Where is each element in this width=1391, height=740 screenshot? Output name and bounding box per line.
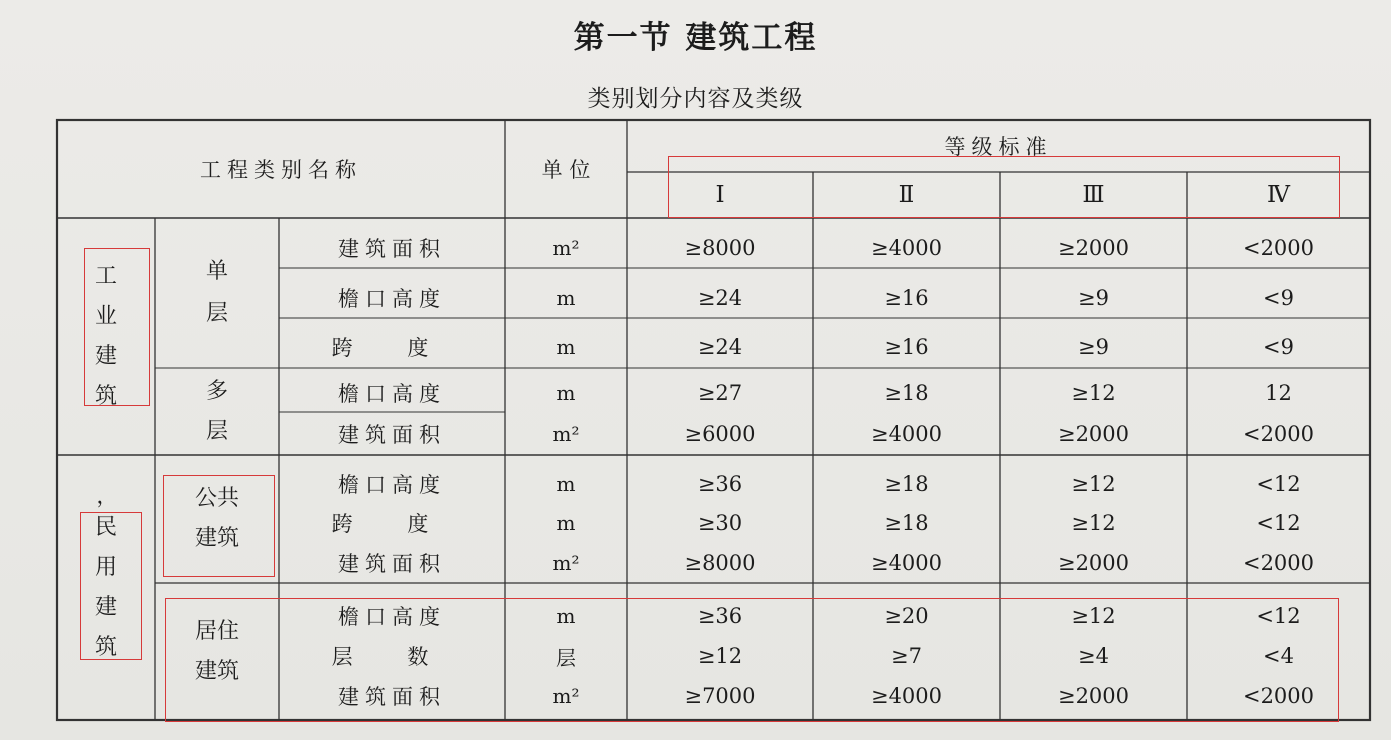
header-unit: 单 位: [541, 158, 591, 182]
row-unit: 层: [556, 645, 576, 670]
row-unit: m: [556, 472, 576, 496]
row-grade-3: ≥9: [1078, 286, 1109, 310]
header-grade-3: Ⅲ: [1082, 182, 1105, 208]
row-unit: m²: [552, 551, 580, 575]
row-grade-4: <12: [1256, 511, 1301, 535]
row-grade-3: ≥2000: [1057, 684, 1130, 708]
row-grade-4: <9: [1263, 335, 1294, 359]
annotation-box-civil: [80, 512, 142, 660]
row-grade-2: ≥4000: [870, 551, 943, 575]
row-grade-2: ≥7: [891, 644, 922, 668]
annotation-box-residential: [165, 598, 1339, 722]
row-item: 跨 度: [331, 512, 453, 536]
row-grade-3: ≥12: [1071, 511, 1116, 535]
header-grade-2: Ⅱ: [898, 182, 915, 208]
group-industrial-multi: [155, 368, 279, 455]
row-grade-4: <9: [1263, 286, 1294, 310]
row-grade-4: <4: [1263, 644, 1294, 668]
row-grade-4: <12: [1256, 604, 1301, 628]
row-unit: m: [556, 286, 576, 310]
row-grade-4: 12: [1265, 381, 1292, 405]
row-grade-2: ≥18: [884, 381, 929, 405]
group-industrial-single-label: 单层: [205, 259, 228, 326]
row-grade-3: ≥4: [1078, 644, 1109, 668]
row-grade-1: ≥24: [697, 286, 743, 310]
group-industrial-single: [155, 218, 279, 368]
row-grade-2: ≥20: [884, 604, 929, 628]
row-item: 跨 度: [331, 336, 453, 360]
row-grade-2: ≥16: [884, 335, 929, 359]
row-grade-1: ≥7000: [684, 684, 756, 708]
row-grade-1: ≥6000: [684, 422, 756, 446]
row-grade-3: ≥2000: [1057, 236, 1130, 260]
header-grade-4: Ⅳ: [1267, 182, 1290, 208]
row-item: 檐口高度: [338, 382, 446, 406]
row-grade-1: ≥30: [697, 511, 743, 535]
row-item: 层 数: [331, 645, 453, 669]
row-grade-3: ≥9: [1078, 335, 1109, 359]
row-grade-2: ≥4000: [870, 422, 943, 446]
header-grade-standard: 等级标准: [944, 135, 1053, 159]
row-unit: m²: [552, 236, 580, 260]
row-grade-4: <2000: [1242, 684, 1315, 708]
row-grade-1: ≥24: [697, 335, 743, 359]
row-grade-2: ≥16: [884, 286, 929, 310]
row-grade-1: ≥27: [697, 381, 743, 405]
row-grade-1: ≥8000: [684, 551, 756, 575]
annotation-box-public: [163, 475, 275, 577]
row-grade-2: ≥4000: [870, 236, 943, 260]
row-grade-2: ≥18: [884, 511, 929, 535]
row-item: 建筑面积: [338, 685, 446, 709]
row-unit: m: [556, 381, 576, 405]
row-grade-3: ≥12: [1071, 604, 1116, 628]
row-item: 檐口高度: [338, 473, 446, 497]
section-title: 第一节 建筑工程: [573, 20, 818, 56]
row-grade-4: <2000: [1242, 236, 1315, 260]
row-grade-2: ≥18: [884, 472, 929, 496]
row-item: 檐口高度: [338, 605, 446, 629]
row-item: 檐口高度: [338, 287, 446, 311]
row-item: 建筑面积: [338, 552, 446, 576]
group-civil-mark: ，: [96, 484, 118, 508]
annotation-box-grade-header: [668, 156, 1340, 218]
row-grade-4: <2000: [1242, 422, 1315, 446]
row-unit: m: [556, 335, 576, 359]
group-industrial-label: 工业建筑: [94, 263, 117, 409]
row-unit: m²: [552, 684, 580, 708]
group-industrial-multi-label: 多层: [205, 378, 228, 444]
row-grade-3: ≥2000: [1057, 422, 1130, 446]
row-grade-2: ≥4000: [870, 684, 943, 708]
group-civil-label: 民用建筑: [94, 514, 117, 660]
row-grade-4: <12: [1256, 472, 1301, 496]
row-grade-3: ≥2000: [1057, 551, 1130, 575]
row-grade-1: ≥8000: [684, 236, 756, 260]
row-unit: m: [556, 604, 576, 628]
row-unit: m²: [552, 422, 580, 446]
row-item: 建筑面积: [338, 237, 446, 261]
row-grade-4: <2000: [1242, 551, 1315, 575]
row-item: 建筑面积: [338, 423, 446, 447]
row-grade-1: ≥12: [697, 644, 743, 668]
table-caption: 类别划分内容及类级: [587, 86, 804, 112]
annotation-box-industrial: [84, 248, 150, 406]
row-grade-3: ≥12: [1071, 381, 1116, 405]
row-grade-1: ≥36: [697, 604, 743, 628]
row-grade-3: ≥12: [1071, 472, 1116, 496]
header-grade-1: Ⅰ: [715, 182, 725, 208]
row-unit: m: [556, 511, 576, 535]
group-civil-residential-label: 居住建筑: [194, 618, 239, 684]
row-grade-1: ≥36: [697, 472, 743, 496]
header-category: 工程类别名称: [200, 158, 362, 182]
group-civil-public-label: 公共建筑: [194, 486, 239, 551]
